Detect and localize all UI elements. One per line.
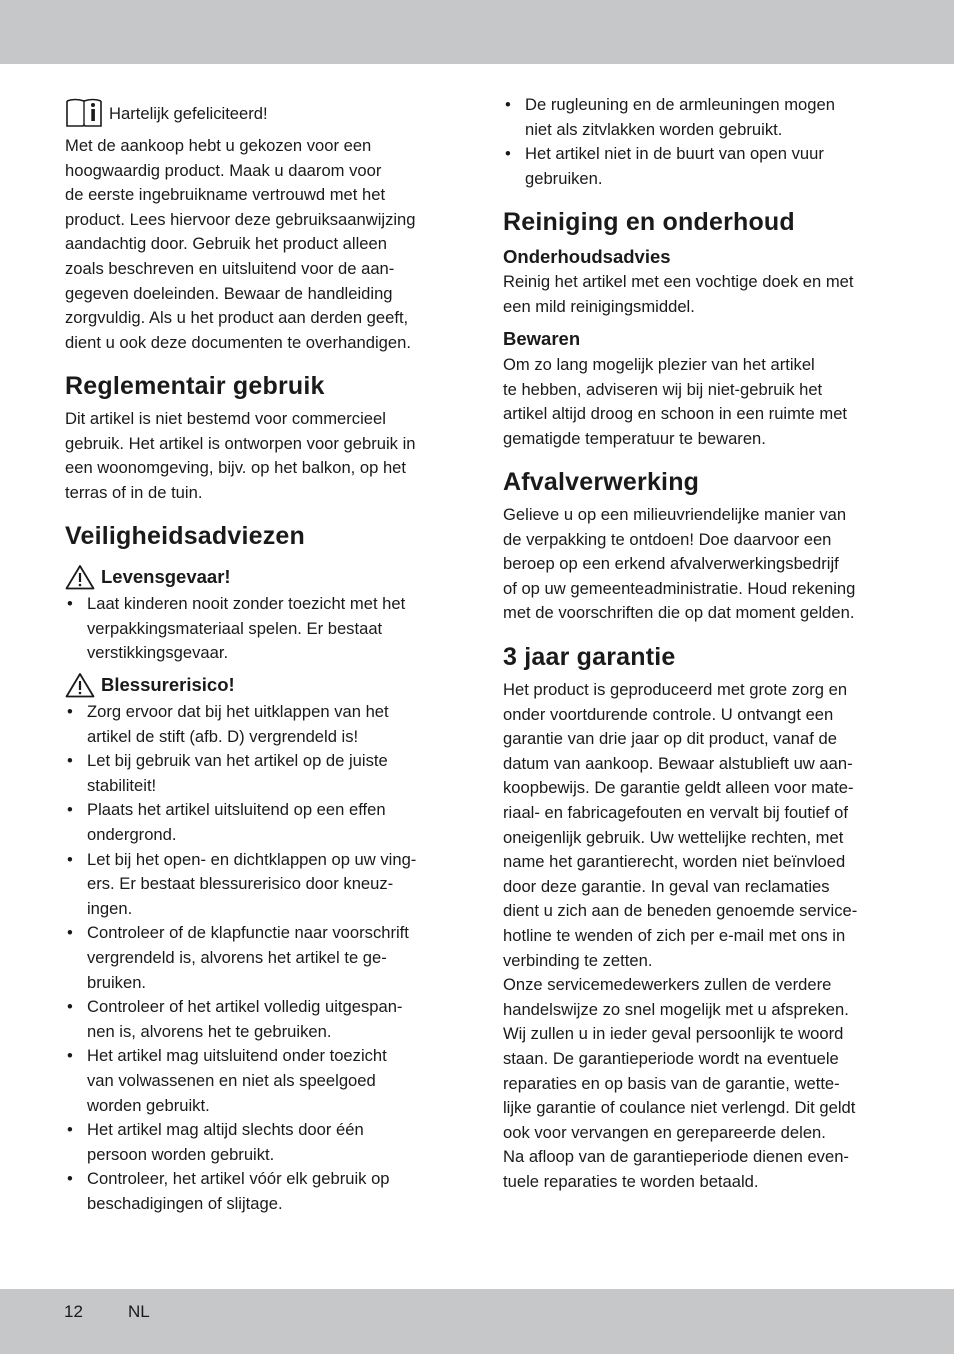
intro-line: gegeven doeleinden. Bewaar de handleiding [65, 283, 393, 303]
list-item: • Het artikel mag uitsluitend onder toezicht van volwassenen en niet als speelgoed worden gebruikt. [65, 1044, 450, 1118]
reglementair-line: terras of in de tuin. [65, 482, 203, 502]
paragraph-line: of op uw gemeenteadministratie. Houd rekening [503, 578, 856, 598]
intro-greeting: Hartelijk gefeliciteerd! [109, 104, 268, 124]
paragraph-line: oneigenlijk gebruik. Uw wettelijke rechten, met [503, 827, 844, 847]
reglementair-heading: Reglementair gebruik [65, 372, 325, 400]
afval-paragraph [503, 503, 855, 626]
paragraph-line: Wij zullen u in ieder geval persoonlijk te woord [503, 1024, 844, 1044]
paragraph-line: datum van aankoop. Bewaar alstublieft uw aan- [503, 753, 853, 773]
paragraph-line: door deze garantie. In geval van reclamaties [503, 876, 830, 896]
intro-line: zorgvuldig. Als u het product aan derden geeft, [65, 308, 409, 328]
paragraph-line: lijke garantie of coulance niet verlengd. Dit geldt [503, 1098, 856, 1118]
paragraph-line: Het product is geproduceerd met grote zorg en [503, 680, 848, 699]
onderhoudsadvies-heading: Onderhoudsadvies [503, 246, 671, 267]
paragraph-line: ook voor vervangen en gerepareerde delen. [503, 1122, 826, 1142]
paragraph-line: verbinding te zetten. [503, 950, 653, 970]
levensgevaar-heading [65, 564, 231, 590]
paragraph-line: hotline te wenden of zich per e-mail met ons in [503, 925, 846, 945]
paragraph-line: artikel altijd droog en schoon in een ruimte met [503, 404, 848, 424]
paragraph-line: reparaties en op basis van de garantie, wette- [503, 1073, 840, 1093]
list-item: • Controleer of het artikel volledig uitgespan- nen is, alvorens het te gebruiken. [65, 995, 450, 1044]
paragraph-line: Reinig het artikel met een vochtige doek en met [503, 272, 854, 291]
warning-triangle-icon [65, 564, 95, 590]
veiligheid-heading: Veiligheidsadviezen [65, 522, 306, 550]
list-item: • Het artikel mag altijd slechts door één persoon worden gebruikt. [65, 1118, 450, 1167]
reiniging-heading: Reiniging en onderhoud [503, 208, 795, 236]
intro-line: aandachtig door. Gebruik het product alleen [65, 234, 387, 254]
paragraph-line: onder voortdurende controle. U ontvangt een [503, 704, 834, 724]
paragraph-line: te hebben, adviseren wij bij niet-gebruik het [503, 379, 823, 399]
paragraph-line: tuele reparaties te worden betaald. [503, 1171, 759, 1191]
blessure-heading [65, 672, 235, 698]
reglementair-paragraph [65, 407, 416, 505]
header-bar [0, 0, 954, 64]
list-item: • Plaats het artikel uitsluitend op een effen ondergrond. [65, 798, 450, 847]
paragraph-line: koopbewijs. De garantie geldt alleen voor mate- [503, 778, 854, 798]
warning-triangle-icon [65, 672, 95, 698]
reglementair-line: een woonomgeving, bijv. op het balkon, op het [65, 458, 407, 478]
list-item: • Let bij het open- en dichtklappen op uw ving- ers. Er bestaat blessurerisico door kneuz- ingen. [65, 848, 450, 922]
intro-line: hoogwaardig product. Maak u daarom voor [65, 160, 382, 180]
paragraph-line: riaal- en fabricagefouten en vervalt bij foutief of [503, 802, 848, 822]
intro-line: product. Lees hiervoor deze gebruiksaanwijzing [65, 209, 416, 229]
levensgevaar-label: Levensgevaar! [101, 566, 231, 587]
paragraph-line: staan. De garantieperiode wordt na eventuele [503, 1048, 839, 1068]
intro-paragraph [65, 134, 416, 355]
intro-greeting-line [65, 97, 268, 127]
levensgevaar-list [65, 592, 450, 666]
intro-line: dient u ook deze documenten te overhandigen. [65, 332, 411, 352]
paragraph-line: name het garantierecht, worden niet beïnvloed [503, 852, 846, 872]
language-code: NL [128, 1302, 150, 1321]
list-item: • Controleer of de klapfunctie naar voorschrift vergrendeld is, alvorens het artikel te ge- bruiken. [65, 921, 450, 995]
intro-line: Met de aankoop hebt u gekozen voor een [65, 136, 372, 155]
page-number: 12 [64, 1302, 83, 1321]
onderhoudsadvies-paragraph [503, 270, 854, 319]
paragraph-line: met de voorschriften die op dat moment gelden. [503, 603, 855, 623]
paragraph-line: Na afloop van de garantieperiode dienen even- [503, 1147, 849, 1167]
paragraph-line: garantie van drie jaar op dit product, vanaf de [503, 729, 837, 749]
intro-line: de eerste ingebruikname vertrouwd met het [65, 185, 386, 205]
list-item: • Controleer, het artikel vóór elk gebruik op beschadigingen of slijtage. [65, 1167, 450, 1216]
blessure-list [65, 700, 450, 1216]
list-item: • De rugleuning en de armleuningen mogen niet als zitvlakken worden gebruikt. [503, 93, 893, 142]
list-item: • Laat kinderen nooit zonder toezicht met het verpakkingsmateriaal spelen. Er bestaat verstikkingsgevaar. [65, 592, 450, 666]
paragraph-line: beroep op een erkend afvalverwerkingsbedrijf [503, 554, 839, 574]
afval-heading: Afvalverwerking [503, 468, 700, 496]
paragraph-line: dient u zich aan de beneden genoemde service- [503, 901, 858, 921]
paragraph-line: gematigde temperatuur te bewaren. [503, 428, 766, 448]
list-item: • Let bij gebruik van het artikel op de juiste stabiliteit! [65, 749, 450, 798]
right-bullet-list [503, 93, 893, 191]
garantie-heading: 3 jaar garantie [503, 643, 676, 671]
info-book-icon [65, 97, 103, 127]
paragraph-line: handelswijze zo snel mogelijk met u afspreken. [503, 999, 849, 1019]
list-item: • Het artikel niet in de buurt van open vuur gebruiken. [503, 142, 893, 191]
bewaren-heading: Bewaren [503, 328, 581, 349]
paragraph-line: Om zo lang mogelijk plezier van het artikel [503, 355, 815, 374]
garantie-paragraph [503, 678, 857, 1194]
intro-line: zoals beschreven en uitsluitend voor de aan- [65, 258, 395, 278]
blessure-label: Blessurerisico! [101, 674, 235, 695]
paragraph-line: een mild reinigingsmiddel. [503, 296, 695, 316]
list-item: • Zorg ervoor dat bij het uitklappen van het artikel de stift (afb. D) vergrendeld is! [65, 700, 450, 749]
paragraph-line: Onze servicemedewerkers zullen de verdere [503, 975, 832, 995]
paragraph-line: de verpakking te ontdoen! Doe daarvoor een [503, 529, 832, 549]
reglementair-line: gebruik. Het artikel is ontworpen voor gebruik in [65, 433, 416, 453]
bewaren-paragraph [503, 353, 847, 451]
paragraph-line: Gelieve u op een milieuvriendelijke manier van [503, 505, 847, 524]
reglementair-line: Dit artikel is niet bestemd voor commercieel [65, 409, 386, 428]
